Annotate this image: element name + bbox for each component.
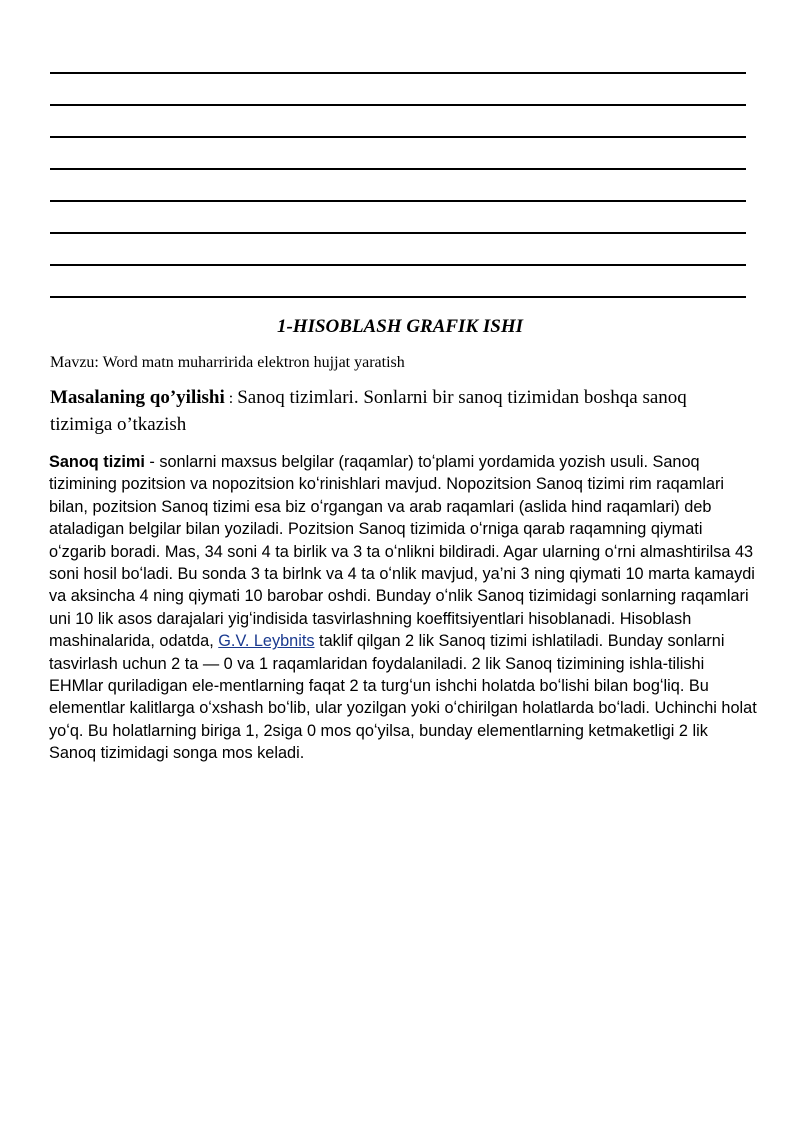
assignment-heading: 1-HISOBLASH GRAFIK ISHI <box>276 316 524 337</box>
blank-answer-line <box>50 136 746 138</box>
blank-answer-line <box>50 104 746 106</box>
body-term: Sanoq tizimi <box>49 453 145 471</box>
problem-separator: : <box>224 390 238 407</box>
body-text-part-2: taklif qilgan 2 lik Sanoq tizimi ishlatiladi. Bunday sonlarni tasvirlash uchun 2 ta — 0 va 1 raqamlaridan foydalaniladi. 2 lik Sanoq tizimining ishla-tilishi EHMlar quriladigan ele-mentlarning faqat 2 ta turgʻun ishchi holatda boʻlishi bilan bogʻliq. Bu elementlar kalitlarga oʻxshash boʻlib, ular yozilgan yoki oʻchirilgan holatlarda boʻladi. Uchinchi holat yoʻq. Bu holatlarning biriga 1, 2siga 0 mos qoʻyilsa, bunday elementlarning ketmaketligi 2 lik Sanoq tizimidagi songa mos keladi. <box>49 632 757 763</box>
blank-answer-line <box>50 232 746 234</box>
problem-statement <box>50 385 750 438</box>
problem-text: Sanoq tizimlari. Sonlarni bir sanoq tizimidan boshqa sanoq tizimiga o’tkazish <box>50 387 687 435</box>
blank-answer-line <box>50 296 746 298</box>
blank-answer-line <box>50 200 746 202</box>
blank-answer-line <box>50 264 746 266</box>
body-paragraph <box>49 451 757 765</box>
body-text-part-1: - sonlarni maxsus belgilar (raqamlar) toʻplami yordamida yozish usuli. Sanoq tizimining pozitsion va nopozitsion koʻrinishlari mavjud. Nopozitsion Sanoq tizimi rim raqamlari bilan, pozitsion Sanoq tizimi esa biz oʻrgangan va arab raqamlari (aslida hind raqamlari) deb ataladigan belgilar bilan yoziladi. Pozitsion Sanoq tizimida oʻrniga qarab raqamning qiymati oʻzgarib boradi. Mas, 34 soni 4 ta birlik va 3 ta oʻnlikni bildiradi. Agar ularning oʻrni almashtirilsa 43 soni hosil boʻladi. Bu sonda 3 ta birlnk va 4 ta oʻnlik mavjud, ya’ni 3 ning qiymati 10 marta kamaydi va aksincha 4 ning qiymati 10 barobar oshdi. Bunday oʻnlik Sanoq tizimidagi sonlarning raqamlari uni 10 lik asos darajalari yigʻindisida tasvirlashning koeffitsiyentlari hisoblanadi. Hisoblash mashinalarida, odatda, <box>49 453 755 651</box>
blank-answer-line <box>50 168 746 170</box>
problem-label: Masalaning qo’yilishi <box>50 387 225 408</box>
topic-line: Mavzu: Word matn muharririda elektron hujjat yaratish <box>50 354 405 371</box>
leybnits-link[interactable]: G.V. Leybnits <box>218 632 315 651</box>
blank-answer-line <box>50 72 746 74</box>
